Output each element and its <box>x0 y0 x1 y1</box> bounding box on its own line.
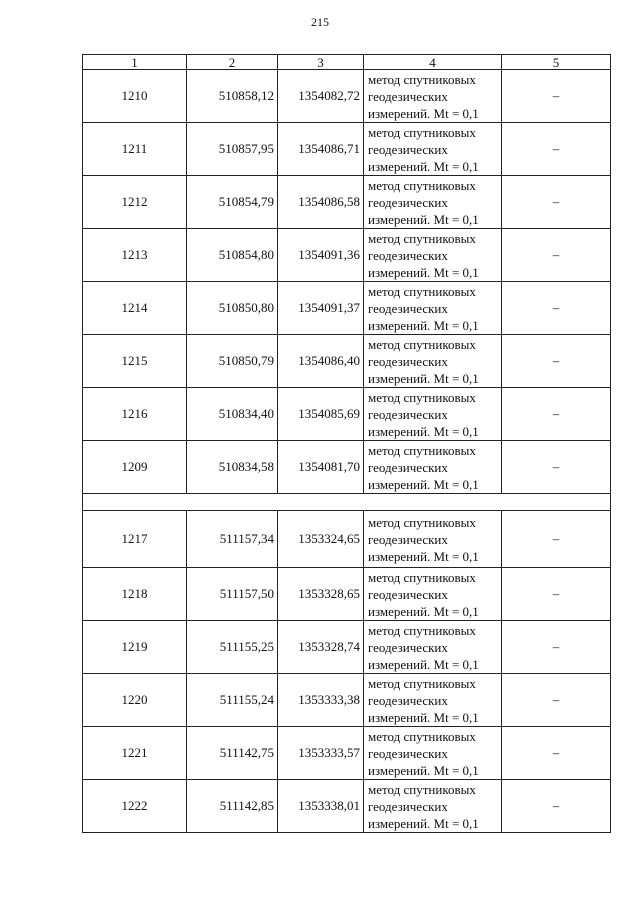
method-text-line: метод спутниковых <box>368 177 476 193</box>
note-cell: – <box>502 388 611 441</box>
table-row <box>83 441 611 494</box>
note-cell: – <box>502 176 611 229</box>
point-number-cell: 1221 <box>83 727 187 780</box>
y-coordinate-cell: 1354081,70 <box>278 441 364 494</box>
method-text-line: метод спутниковых <box>368 514 476 530</box>
method-text-line: метод спутниковых <box>368 728 476 744</box>
table-row <box>83 229 611 282</box>
note-cell: – <box>502 621 611 674</box>
point-number-cell: 1216 <box>83 388 187 441</box>
x-coordinate-cell: 510858,12 <box>187 70 278 123</box>
method-text-line: метод спутниковых <box>368 230 476 246</box>
y-coordinate-cell: 1354091,37 <box>278 282 364 335</box>
method-text-line: измерений. Mt = 0,1 <box>368 211 479 227</box>
table-header-row <box>83 55 611 70</box>
method-cell <box>364 229 502 282</box>
x-coordinate-cell: 510850,80 <box>187 282 278 335</box>
table-row <box>83 335 611 388</box>
y-coordinate-cell: 1354082,72 <box>278 70 364 123</box>
method-text-line: измерений. Mt = 0,1 <box>368 709 479 725</box>
x-coordinate-cell: 510834,58 <box>187 441 278 494</box>
table-row <box>83 568 611 621</box>
point-number-cell: 1222 <box>83 780 187 833</box>
table-row <box>83 780 611 833</box>
table-row <box>83 282 611 335</box>
method-text-line: геодезических <box>368 639 448 655</box>
point-number-cell: 1211 <box>83 123 187 176</box>
y-coordinate-cell: 1353333,38 <box>278 674 364 727</box>
x-coordinate-cell: 511157,34 <box>187 511 278 568</box>
method-text-line: метод спутниковых <box>368 71 476 87</box>
method-text-line: измерений. Mt = 0,1 <box>368 264 479 280</box>
y-coordinate-cell: 1353328,65 <box>278 568 364 621</box>
method-cell <box>364 388 502 441</box>
separator-cell <box>83 494 611 511</box>
table-row <box>83 727 611 780</box>
point-number-cell: 1219 <box>83 621 187 674</box>
point-number-cell: 1209 <box>83 441 187 494</box>
column-header: 5 <box>502 55 611 70</box>
y-coordinate-cell: 1354085,69 <box>278 388 364 441</box>
method-text-line: измерений. Mt = 0,1 <box>368 762 479 778</box>
note-cell: – <box>502 335 611 388</box>
x-coordinate-cell: 511157,50 <box>187 568 278 621</box>
method-cell <box>364 568 502 621</box>
note-cell: – <box>502 123 611 176</box>
x-coordinate-cell: 511142,75 <box>187 727 278 780</box>
x-coordinate-cell: 511142,85 <box>187 780 278 833</box>
x-coordinate-cell: 510850,79 <box>187 335 278 388</box>
method-cell <box>364 727 502 780</box>
method-text-line: метод спутниковых <box>368 389 476 405</box>
method-text-line: метод спутниковых <box>368 569 476 585</box>
method-text-line: измерений. Mt = 0,1 <box>368 158 479 174</box>
point-number-cell: 1215 <box>83 335 187 388</box>
method-text-line: геодезических <box>368 586 448 602</box>
note-cell: – <box>502 568 611 621</box>
point-number-cell: 1212 <box>83 176 187 229</box>
group-separator-row <box>83 494 611 511</box>
table-row <box>83 70 611 123</box>
method-text-line: измерений. Mt = 0,1 <box>368 370 479 386</box>
method-text-line: метод спутниковых <box>368 622 476 638</box>
method-text-line: метод спутниковых <box>368 124 476 140</box>
method-text-line: измерений. Mt = 0,1 <box>368 815 479 831</box>
x-coordinate-cell: 510834,40 <box>187 388 278 441</box>
method-cell <box>364 176 502 229</box>
page-number: 215 <box>311 15 329 29</box>
method-text-line: геодезических <box>368 141 448 157</box>
x-coordinate-cell: 510854,80 <box>187 229 278 282</box>
note-cell: – <box>502 780 611 833</box>
method-cell <box>364 621 502 674</box>
column-header: 4 <box>364 55 502 70</box>
coordinates-table <box>82 54 611 833</box>
x-coordinate-cell: 510854,79 <box>187 176 278 229</box>
method-cell <box>364 70 502 123</box>
method-text-line: метод спутниковых <box>368 336 476 352</box>
method-text-line: геодезических <box>368 459 448 475</box>
method-cell <box>364 780 502 833</box>
note-cell: – <box>502 229 611 282</box>
note-cell: – <box>502 441 611 494</box>
y-coordinate-cell: 1353328,74 <box>278 621 364 674</box>
method-text-line: измерений. Mt = 0,1 <box>368 476 479 492</box>
method-text-line: геодезических <box>368 798 448 814</box>
table-row <box>83 388 611 441</box>
method-text-line: измерений. Mt = 0,1 <box>368 423 479 439</box>
column-header: 3 <box>278 55 364 70</box>
method-text-line: измерений. Mt = 0,1 <box>368 656 479 672</box>
method-text-line: геодезических <box>368 247 448 263</box>
point-number-cell: 1217 <box>83 511 187 568</box>
y-coordinate-cell: 1354086,40 <box>278 335 364 388</box>
table-row <box>83 176 611 229</box>
note-cell: – <box>502 674 611 727</box>
method-text-line: измерений. Mt = 0,1 <box>368 548 479 564</box>
method-cell <box>364 123 502 176</box>
method-text-line: измерений. Mt = 0,1 <box>368 317 479 333</box>
method-cell <box>364 674 502 727</box>
point-number-cell: 1214 <box>83 282 187 335</box>
table-row <box>83 621 611 674</box>
table-row <box>83 511 611 568</box>
column-header: 1 <box>83 55 187 70</box>
method-cell <box>364 335 502 388</box>
method-text-line: измерений. Mt = 0,1 <box>368 105 479 121</box>
method-text-line: геодезических <box>368 88 448 104</box>
y-coordinate-cell: 1353333,57 <box>278 727 364 780</box>
method-text-line: измерений. Mt = 0,1 <box>368 603 479 619</box>
method-text-line: геодезических <box>368 353 448 369</box>
point-number-cell: 1218 <box>83 568 187 621</box>
method-text-line: метод спутниковых <box>368 781 476 797</box>
x-coordinate-cell: 510857,95 <box>187 123 278 176</box>
method-cell <box>364 282 502 335</box>
method-text-line: геодезических <box>368 692 448 708</box>
table-row <box>83 123 611 176</box>
column-header: 2 <box>187 55 278 70</box>
method-text-line: геодезических <box>368 745 448 761</box>
note-cell: – <box>502 511 611 568</box>
method-text-line: геодезических <box>368 194 448 210</box>
note-cell: – <box>502 282 611 335</box>
y-coordinate-cell: 1353324,65 <box>278 511 364 568</box>
y-coordinate-cell: 1354086,71 <box>278 123 364 176</box>
method-text-line: метод спутниковых <box>368 283 476 299</box>
point-number-cell: 1220 <box>83 674 187 727</box>
table-row <box>83 674 611 727</box>
y-coordinate-cell: 1354091,36 <box>278 229 364 282</box>
point-number-cell: 1210 <box>83 70 187 123</box>
note-cell: – <box>502 727 611 780</box>
note-cell: – <box>502 70 611 123</box>
point-number-cell: 1213 <box>83 229 187 282</box>
method-text-line: геодезических <box>368 531 448 547</box>
method-text-line: геодезических <box>368 406 448 422</box>
x-coordinate-cell: 511155,25 <box>187 621 278 674</box>
x-coordinate-cell: 511155,24 <box>187 674 278 727</box>
method-cell <box>364 441 502 494</box>
method-text-line: метод спутниковых <box>368 675 476 691</box>
y-coordinate-cell: 1353338,01 <box>278 780 364 833</box>
table-body <box>83 70 611 833</box>
method-cell <box>364 511 502 568</box>
method-text-line: метод спутниковых <box>368 442 476 458</box>
method-text-line: геодезических <box>368 300 448 316</box>
y-coordinate-cell: 1354086,58 <box>278 176 364 229</box>
